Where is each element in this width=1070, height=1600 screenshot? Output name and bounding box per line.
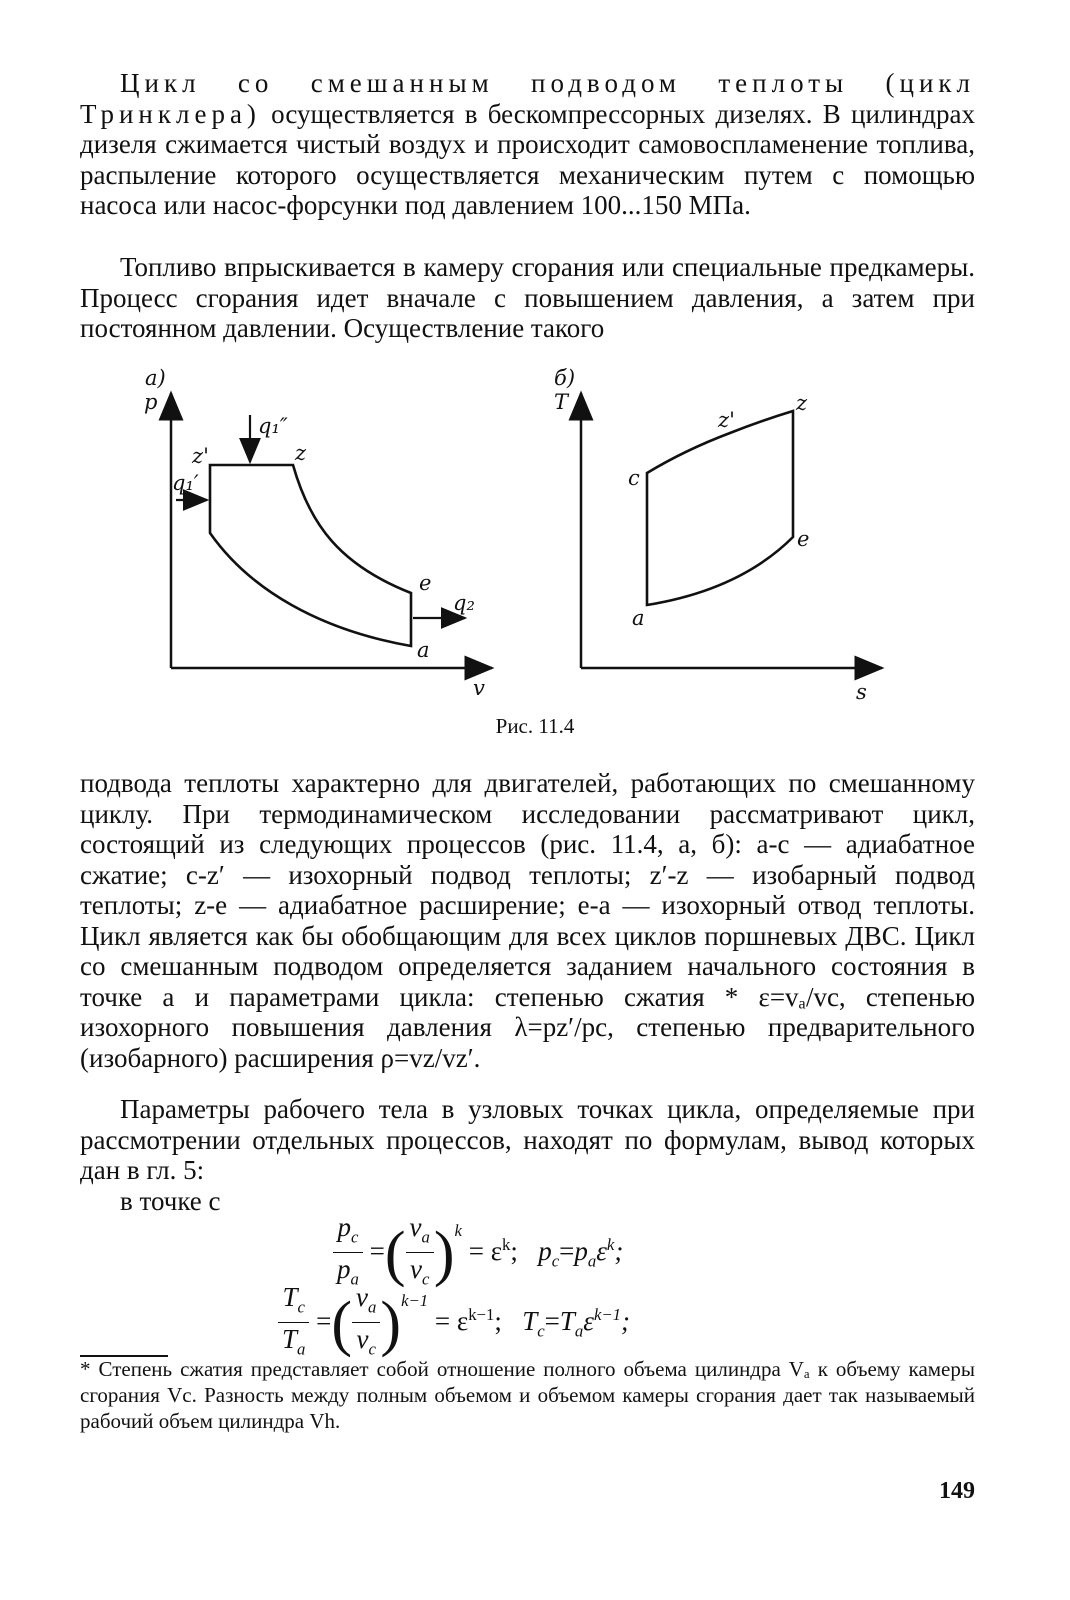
- at-point-c: в точке с: [120, 1185, 221, 1216]
- panel-b-point-e: e: [797, 527, 810, 551]
- equation-temperature: $\frac{T_c}{T_a}$ =( $\frac{v_a}{v_c}$ )$^{k-1} = \varepsilon^{k-1}$; $T_c=T_a\varepsilon^{k-1}$;: [278, 1282, 630, 1366]
- paragraph-4-text: Параметры рабочего тела в узловых точках цикла, определяемые при рассмотрении отдельных процессов, находят по формулам, вывод которых дан в гл. 5:: [80, 1094, 975, 1185]
- paragraph-3: [80, 768, 975, 1073]
- panel-b-point-c: c: [628, 466, 640, 490]
- panel-b-tag: б): [554, 366, 576, 390]
- panel-a-point-z: z: [295, 441, 307, 465]
- panel-b-point-z: z: [796, 391, 808, 415]
- paragraph-1-body: осуществляется в бескомпрессорных дизелях. В цилиндрах дизеля сжимается чистый воздух и происходит самовоспламенение топлива, распыление которого осуществляется механическим путем с помощью насоса или насос-форсунки под давлением 100...150 МПа.: [80, 98, 975, 220]
- panel-a-point-e: e: [419, 571, 432, 595]
- panel-b-cycle-path: [647, 411, 793, 605]
- figure-svg: [140, 365, 900, 715]
- panel-a-q1-double-label: q₁″: [258, 414, 288, 438]
- paragraph-4: [80, 1094, 975, 1216]
- panel-a-q2-label: q₂: [453, 591, 475, 615]
- figure-caption: Рис. 11.4: [495, 714, 575, 738]
- paragraph-3-text: подвода теплоты характерно для двигателей, работающих по смешанному циклу. При термодинамическом исследовании рассматривают цикл, состоящий из следующих процессов (рис. 11.4, а, б): а-с — адиабатное сжатие; с-z′ — изохорный подвод теплоты; z′-z — изобарный подвод теплоты; z-е — адиабатное расширение; е-а — изохорный отвод теплоты. Цикл является как бы обобщающим для всех циклов поршневых ДВС. Цикл со смешанным подводом определяется заданием начального состояния в точке а и параметрами цикла: степенью сжатия * ε=vₐ/vc, степенью изохорного повышения давления λ=pz′/pc, степенью предварительного (изобарного) расширения ρ=vz/vz′.: [80, 768, 975, 1073]
- panel-b-point-z-prime: z': [718, 408, 735, 432]
- figure-11-4: [140, 365, 900, 745]
- footnote: * Степень сжатия представляет собой отношение полного объема цилиндра Vₐ к объему камеры сгорания Vc. Разность между полным объемом и объемом камеры сгорания дает так называемый рабочий объем цилиндра Vh.: [80, 1357, 975, 1433]
- panel-a-tag: а): [145, 366, 166, 390]
- panel-a-v-label: v: [473, 676, 485, 700]
- panel-b-ts-diagram: [554, 366, 882, 704]
- paragraph-2: [80, 252, 975, 344]
- panel-b-point-a: a: [632, 606, 645, 630]
- panel-a-q1-single-label: q₁′: [172, 471, 199, 495]
- panel-a-pv-diagram: [144, 366, 492, 700]
- panel-a-point-a: a: [417, 638, 430, 662]
- panel-a-cycle-path: [210, 465, 411, 646]
- paragraph-2-text: Топливо впрыскивается в камеру сгорания или специальные предкамеры. Процесс сгорания идет вначале с повышением давления, а затем при постоянном давлении. Осуществление такого: [80, 252, 975, 343]
- panel-b-t-label: T: [554, 390, 569, 414]
- page-number: 149: [939, 1478, 975, 1504]
- panel-a-p-label: p: [144, 390, 158, 414]
- panel-b-s-label: s: [856, 680, 867, 704]
- panel-a-point-z-prime: z': [192, 444, 209, 468]
- paragraph-1-lead: Цикл со смешанным подводом теплоты (цикл Тринклера): [80, 68, 975, 129]
- equation-pressure: $\frac{p_c}{p_a}$ =( $\frac{v_a}{v_c}$ )$^k = \varepsilon^k$; $p_c=p_a\varepsilon^k$;: [333, 1212, 623, 1296]
- paragraph-1: [80, 68, 975, 221]
